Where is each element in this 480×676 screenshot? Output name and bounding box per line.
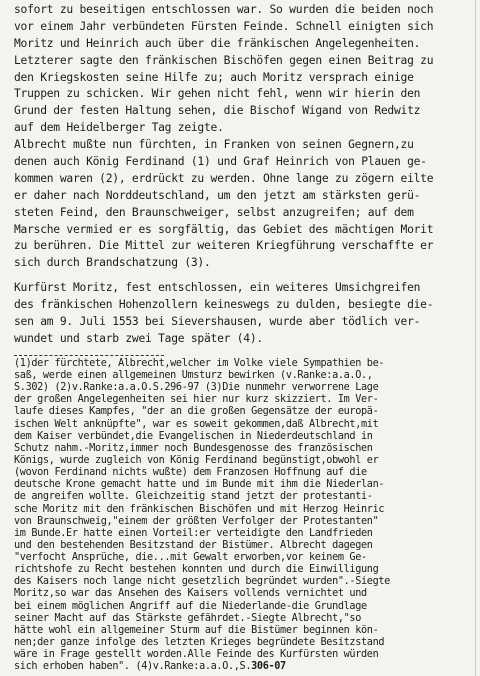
footnote-line-last bbox=[14, 661, 466, 673]
footnote-line: seiner Macht auf das Stärkste gefährdet.-Siegte Albrecht,"so bbox=[14, 612, 362, 624]
main-line: Moritz und Heinrich auch über die fränkischen Angelegenheiten. bbox=[14, 36, 421, 50]
main-line: sen am 9. Juli 1553 bei Sievershausen, wurde aber tödlich ver- bbox=[14, 315, 421, 329]
footnote-line: "verfocht Ansprüche, die...mit Gewalt erworben,vor keinem Ge- bbox=[14, 552, 367, 564]
main-line: sich durch Brandschatzung (3). bbox=[14, 256, 211, 270]
page-edge-line bbox=[475, 0, 476, 676]
footnote-line: laufe dieses Kampfes, "der an die großen Gegensätze der europä- bbox=[14, 406, 379, 418]
footnote-text: sich erhoben haben". (4)v.Ranke:a.a.O.,S. bbox=[14, 661, 252, 673]
footnote-line: Königs, wurde zugleich von König Ferdinand begünstigt,obwohl er bbox=[14, 454, 379, 466]
main-line: Kurfürst Moritz, fest entschlossen, ein weiteres Umsichgreifen bbox=[14, 281, 421, 295]
page-number-handwritten: 306-07 bbox=[251, 661, 286, 673]
footnote-line: der großen Angelegenheiten sei hier nur kurz skizziert. Im Ver- bbox=[14, 394, 379, 406]
footnote-line: bei einem möglichen Angriff auf die Niederlande-die Grundlage bbox=[14, 600, 367, 612]
main-line: Letzterer sagte den fränkischen Bischöfen gegen einen Beitrag zu bbox=[14, 53, 434, 67]
paragraph-gap bbox=[14, 272, 466, 280]
main-line: Truppen zu schicken. Wir gehen nicht fehl, wenn wir hierin den bbox=[14, 87, 421, 101]
footnote-line: und den bestehenden Besitzstand der Bistümer. Albrecht dagegen bbox=[14, 539, 373, 551]
footnote-line: hätte wohl ein allgemeiner Sturm auf die Bistümer beginnen kön- bbox=[14, 624, 379, 636]
main-line: zu berühren. Die Mittel zur weiteren Kriegführung verschaffte er bbox=[14, 239, 434, 253]
footnote-line: von Braunschweig,"einem der größten Verfolger der Protestanten" bbox=[14, 515, 379, 527]
footnote-line: (1)der fürchtete, Albrecht,welcher im Volke viele Sympathien be- bbox=[14, 357, 385, 369]
main-line: des fränkischen Hohenzollern keineswegs zu dulden, besiegte die- bbox=[14, 298, 434, 312]
footnote-line: ischen Welt anknüpfte", war es soweit gekommen,daß Albrecht,mit bbox=[14, 418, 379, 430]
main-line: Grund der festen Haltung sehen, die Bischof Wigand von Redwitz bbox=[14, 104, 421, 118]
footnote-line: (wovon Ferdinand nichts wußte) dem Franzosen Hoffnung auf die bbox=[14, 467, 367, 479]
footnote-line: dem Kaiser verbündet,die Evangelischen in Niederdeutschland in bbox=[14, 430, 373, 442]
main-line: wundet und starb zwei Tage später (4). bbox=[14, 331, 263, 345]
main-line: sofort zu beseitigen entschlossen war. So wurden die beiden noch bbox=[14, 3, 434, 16]
main-line: steten Feind, den Braunschweiger, selbst anzugreifen; auf dem bbox=[14, 205, 414, 219]
footnote-line: sche Moritz mit den fränkischen Bischöfen und mit Herzog Heinric bbox=[14, 503, 385, 515]
main-line: denen auch König Ferdinand (1) und Graf Heinrich von Plauen ge- bbox=[14, 155, 427, 169]
footnote-line: des Kaisers noch lange nicht gesetzlich begründet wurden".-Siegte bbox=[14, 576, 390, 588]
footnote-divider bbox=[14, 355, 164, 356]
footnote-line: de angreifen wollte. Gleichzeitig stand jetzt der protestanti- bbox=[14, 491, 373, 503]
main-line: vor einem Jahr verbündeten Fürsten Feinde. Schnell einigten sich bbox=[14, 19, 434, 33]
footnote-line: S.302) (2)v.Ranke:a.a.O.S.296-97 (3)Die nunmehr verworrene Lage bbox=[14, 382, 379, 394]
main-line: kommen waren (2), erdrückt zu werden. Ohne lange zu zögern eilte bbox=[14, 171, 434, 185]
main-line: den Kriegskosten seine Hilfe zu; auch Moritz versprach einige bbox=[14, 70, 414, 84]
footnote-line: Schutz nahm.-Moritz,immer noch Bundesgenosse des französischen bbox=[14, 442, 373, 454]
footnote-line: saß, werde einen allgemeinen Umsturz bewirken (v.Ranke:a.a.O., bbox=[14, 369, 373, 381]
footnote-line: richtshofe zu Recht bestehen konnten und durch die Einwilligung bbox=[14, 564, 379, 576]
footnote-line: nen;der ganze infolge des letzten Krieges begründete Besitzstand bbox=[14, 637, 385, 649]
main-line: auf dem Heidelberger Tag zeigte. bbox=[14, 121, 224, 135]
footnote-line: im Bunde.Er hatte einen Vorteil:er verteidigte den Landfrieden bbox=[14, 527, 373, 539]
footnotes bbox=[14, 358, 466, 674]
main-text bbox=[14, 2, 466, 348]
main-line: Albrecht mußte nun fürchten, in Franken von seinen Gegnern,zu bbox=[14, 138, 414, 152]
footnote-line: deutsche Krone gemacht hatte und im Bunde mit ihm die Niederlan- bbox=[14, 479, 385, 491]
footnote-line: wäre in Frage gestellt worden.Alle Feinde des Kurfürsten würden bbox=[14, 649, 379, 661]
footnote-line: Moritz,so war das Ansehen des Kaisers vollends vernichtet und bbox=[14, 588, 367, 600]
main-line: er daher nach Norddeutschland, um den jetzt am stärksten gerü- bbox=[14, 188, 421, 202]
main-line: Marsche vermied er es sorgfältig, das Gebiet des mächtigen Morit bbox=[14, 222, 434, 236]
